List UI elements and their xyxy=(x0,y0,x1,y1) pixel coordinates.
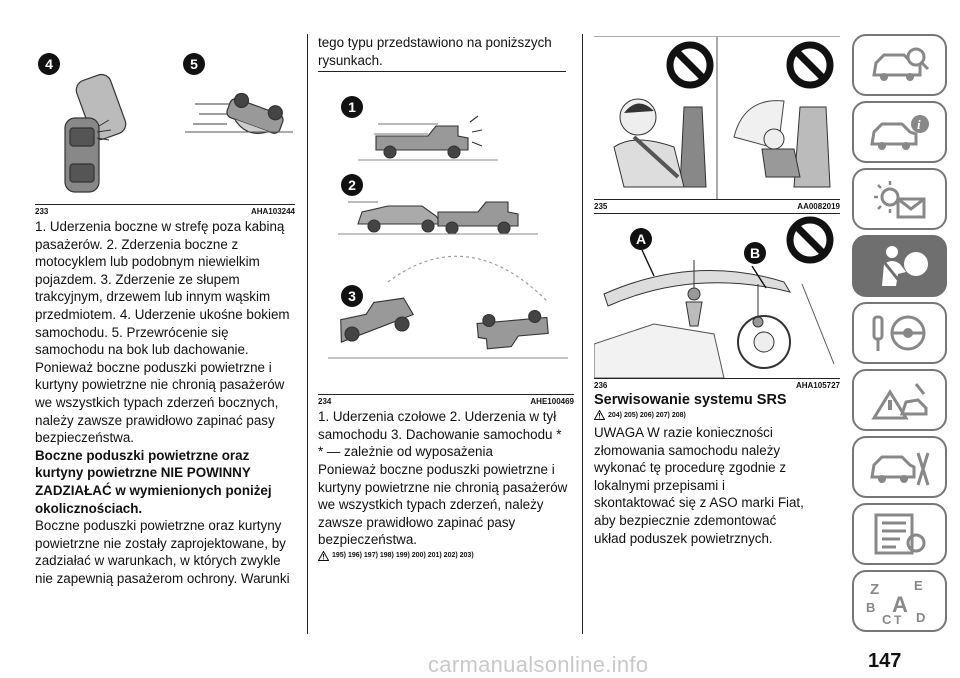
column-2 xyxy=(318,0,574,565)
warning-icon xyxy=(318,551,329,561)
figure-code: AHE100469 xyxy=(530,397,574,407)
figure-number: 236 xyxy=(594,381,608,390)
watermark: carmanualsonline.info xyxy=(428,652,649,677)
figure-code: AA0082019 xyxy=(797,202,840,211)
tab-car-tools[interactable] xyxy=(852,436,947,498)
figure-badge: 3 xyxy=(341,285,363,307)
figure-234 xyxy=(318,72,574,395)
figure-caption xyxy=(35,207,295,216)
prohibition-icon xyxy=(666,41,714,89)
tab-car-info[interactable] xyxy=(852,101,947,163)
column-divider xyxy=(307,34,308,634)
paragraph: 1. Uderzenia czołowe 2. Uderzenia w tył samochodu 3. Dachowanie samochodu * xyxy=(318,409,562,442)
airbag-seatbelt-icon xyxy=(868,242,932,290)
figure-code: AHA105727 xyxy=(795,381,840,390)
key-steering-wheel-icon xyxy=(868,311,932,355)
figure-233 xyxy=(35,36,295,205)
figure-badge: A xyxy=(630,228,652,250)
index-letter: Z xyxy=(869,581,879,598)
notes-text: 195) 196) 197) 198) 199) 200) 201) 202) 203) xyxy=(332,552,474,560)
figure-number: 235 xyxy=(594,202,608,211)
paragraph: 1. Uderzenia boczne w strefę poza kabiną pasażerów. 2. Zderzenia boczne z motocyklem lub podobnym niewielkim pojazdem. 3. Zderzenie ze słupem trakcyjnym, drzewem lub innym wąskim przedmiotem. 4. Uderzenie ukośne bokiem samochodu. 5. Przewrócenie się samochodu na bok lub dachowanie. xyxy=(35,219,290,358)
figure-caption xyxy=(594,381,840,390)
figure-number: 233 xyxy=(35,207,49,216)
figure-number: 234 xyxy=(318,397,332,407)
figure-badge: 1 xyxy=(341,96,363,118)
figure-badge: B xyxy=(744,242,766,264)
figure-236 xyxy=(594,213,840,379)
notes-reference xyxy=(594,410,840,420)
service-checklist-icon xyxy=(868,511,932,557)
figure-caption xyxy=(318,397,574,406)
svg-text:i: i xyxy=(916,117,921,132)
index-letter: A xyxy=(891,592,908,617)
tab-key-steering-wheel[interactable] xyxy=(852,302,947,364)
notes-reference xyxy=(318,551,574,561)
paragraph: tego typu przedstawiono na poniższych rysunkach. xyxy=(318,35,552,68)
paragraph: Ponieważ boczne poduszki powietrzne i kurtyny powietrzne nie chronią pasażerów we wszystkich typach zderzeń, należy zawsze prawidłowo zapinać pasy bezpieczeństwa. xyxy=(318,461,568,548)
index-letter: B xyxy=(865,600,875,615)
tab-warning-lights[interactable] xyxy=(852,168,947,230)
column-3 xyxy=(594,0,840,547)
child-seat-warning-illustration xyxy=(594,37,840,199)
figure-code: AHA103244 xyxy=(250,207,295,216)
car-tools-icon xyxy=(868,445,932,489)
paragraph: UWAGA W razie konieczności złomowania samochodu należy wykonać tę procedurę zgodnie z lokalnymi przepisami i skontaktować się z ASO marki Fiat, aby bezpiecznie zdemontować układ poduszek powietrznych. xyxy=(594,425,804,546)
tab-road-warning[interactable] xyxy=(852,369,947,431)
paragraph: * — zależnie od wyposażenia xyxy=(318,444,493,460)
dashboard-hazard-illustration xyxy=(594,214,840,378)
side-collision-illustration xyxy=(35,36,295,204)
tab-service-checklist[interactable] xyxy=(852,503,947,565)
paragraph: Ponieważ boczne poduszki powietrzne i kurtyny powietrzne nie chronią pasażerów we wszystkich typach zderzeń bocznych, należy zawsze prawidłowo zapinać pasy bezpieczeństwa. xyxy=(35,359,285,446)
collision-types-illustration xyxy=(318,72,574,394)
warning-lights-icon xyxy=(868,177,932,221)
index-letter: C xyxy=(881,612,891,626)
car-info-icon xyxy=(868,112,932,152)
column-divider xyxy=(582,34,583,634)
section-heading: Serwisowanie systemu SRS xyxy=(594,392,787,408)
figure-badge: 4 xyxy=(38,53,60,75)
alphabet-index-icon xyxy=(864,576,936,626)
figure-badge: 2 xyxy=(341,174,363,196)
figure-badge: 5 xyxy=(183,53,205,75)
tab-alphabet-index[interactable] xyxy=(852,570,947,632)
paragraph: Boczne poduszki powietrzne oraz kurtyny powietrzne nie zostały zaprojektowane, by zadziałać w warunkach, w których zwykle nie zapewnią pasażerom ochrony. Warunki xyxy=(35,518,290,586)
notes-text: 204) 205) 206) 207) 208) xyxy=(608,411,686,419)
bold-notice: Boczne poduszki powietrzne oraz kurtyny powietrzne NIE POWINNY ZADZIAŁAĆ w wymienionych poniżej okolicznościach. xyxy=(35,447,272,516)
column-1 xyxy=(35,0,295,587)
index-letter: E xyxy=(913,578,923,593)
page-number: 147 xyxy=(868,650,902,672)
index-letter: D xyxy=(915,610,925,625)
index-letter: T xyxy=(893,613,901,626)
tab-airbag-seatbelt[interactable] xyxy=(852,235,947,297)
road-warning-icon xyxy=(868,378,932,422)
warning-icon xyxy=(594,410,605,420)
figure-235 xyxy=(594,36,840,200)
chapter-tabs xyxy=(852,34,960,637)
car-search-icon xyxy=(868,45,932,85)
tab-car-search[interactable] xyxy=(852,34,947,96)
figure-caption xyxy=(594,202,840,211)
